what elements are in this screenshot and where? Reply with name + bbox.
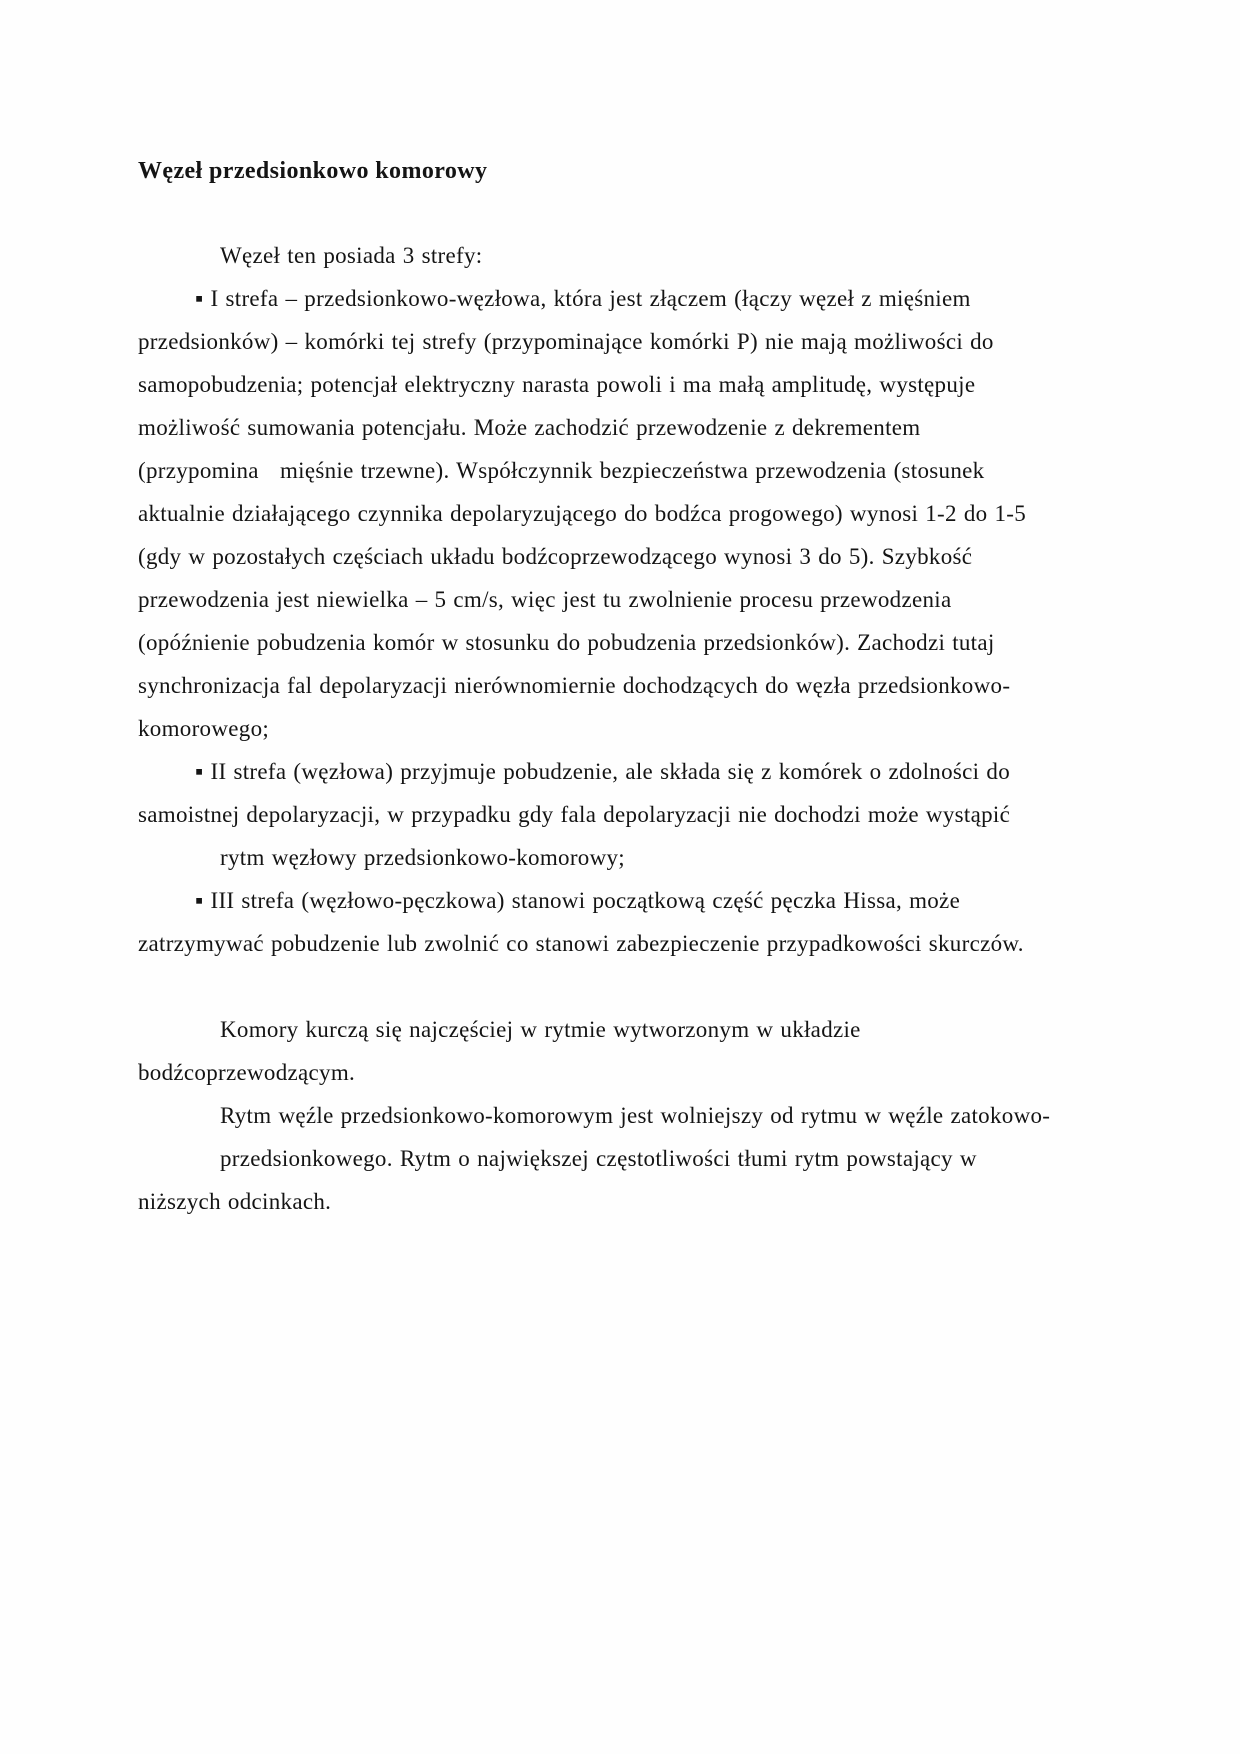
text-line: (gdy w pozostałych częściach układu bodźcoprzewodzącego wynosi 3 do 5). Szybkość	[138, 544, 973, 569]
text-line: ▪ III strefa (węzłowo-pęczkowa) stanowi początkową część pęczka Hissa, może	[195, 888, 961, 913]
text-line: synchronizacja fal depolaryzacji nierównomiernie dochodzących do węzła przedsionkowo-	[138, 673, 1011, 698]
text-line: przedsionków) – komórki tej strefy (przypominające komórki P) nie mają możliwości do	[138, 329, 994, 354]
text-line: przedsionkowego. Rytm o największej częstotliwości tłumi rytm powstający w	[220, 1146, 977, 1171]
text-line: (opóźnienie pobudzenia komór w stosunku do pobudzenia przedsionków). Zachodzi tutaj	[138, 630, 995, 655]
text-line: bodźcoprzewodzącym.	[138, 1060, 356, 1085]
text-line: przewodzenia jest niewielka – 5 cm/s, więc jest tu zwolnienie procesu przewodzenia	[138, 587, 952, 612]
document-body	[138, 234, 1130, 1223]
text-line: ▪ I strefa – przedsionkowo-węzłowa, która jest złączem (łączy węzeł z mięśniem	[195, 286, 971, 311]
text-line: zatrzymywać pobudzenie lub zwolnić co stanowi zabezpieczenie przypadkowości skurczów.	[138, 931, 1024, 956]
text-line: Węzeł ten posiada 3 strefy:	[220, 243, 483, 268]
text-line: aktualnie działającego czynnika depolaryzującego do bodźca progowego) wynosi 1-2 do 1-5	[138, 501, 1027, 526]
text-line: ▪ II strefa (węzłowa) przyjmuje pobudzenie, ale składa się z komórek o zdolności do	[195, 759, 1010, 784]
text-line: (przypomina mięśnie trzewne). Współczynnik bezpieczeństwa przewodzenia (stosunek	[138, 458, 985, 483]
document-title: Węzeł przedsionkowo komorowy	[138, 158, 488, 184]
blank-line	[138, 965, 1130, 1008]
text-line: samoistnej depolaryzacji, w przypadku gdy fala depolaryzacji nie dochodzi może wystąpić	[138, 802, 1011, 827]
text-line: Komory kurczą się najczęściej w rytmie wytworzonym w układzie	[220, 1017, 861, 1042]
text-line: niższych odcinkach.	[138, 1189, 332, 1214]
text-line: samopobudzenia; potencjał elektryczny narasta powoli i ma małą amplitudę, występuje	[138, 372, 976, 397]
text-line: rytm węzłowy przedsionkowo-komorowy;	[220, 845, 626, 870]
text-line: Rytm węźle przedsionkowo-komorowym jest wolniejszy od rytmu w węźle zatokowo-	[220, 1103, 1051, 1128]
text-line: możliwość sumowania potencjału. Może zachodzić przewodzenie z dekrementem	[138, 415, 921, 440]
text-line: komorowego;	[138, 716, 270, 741]
